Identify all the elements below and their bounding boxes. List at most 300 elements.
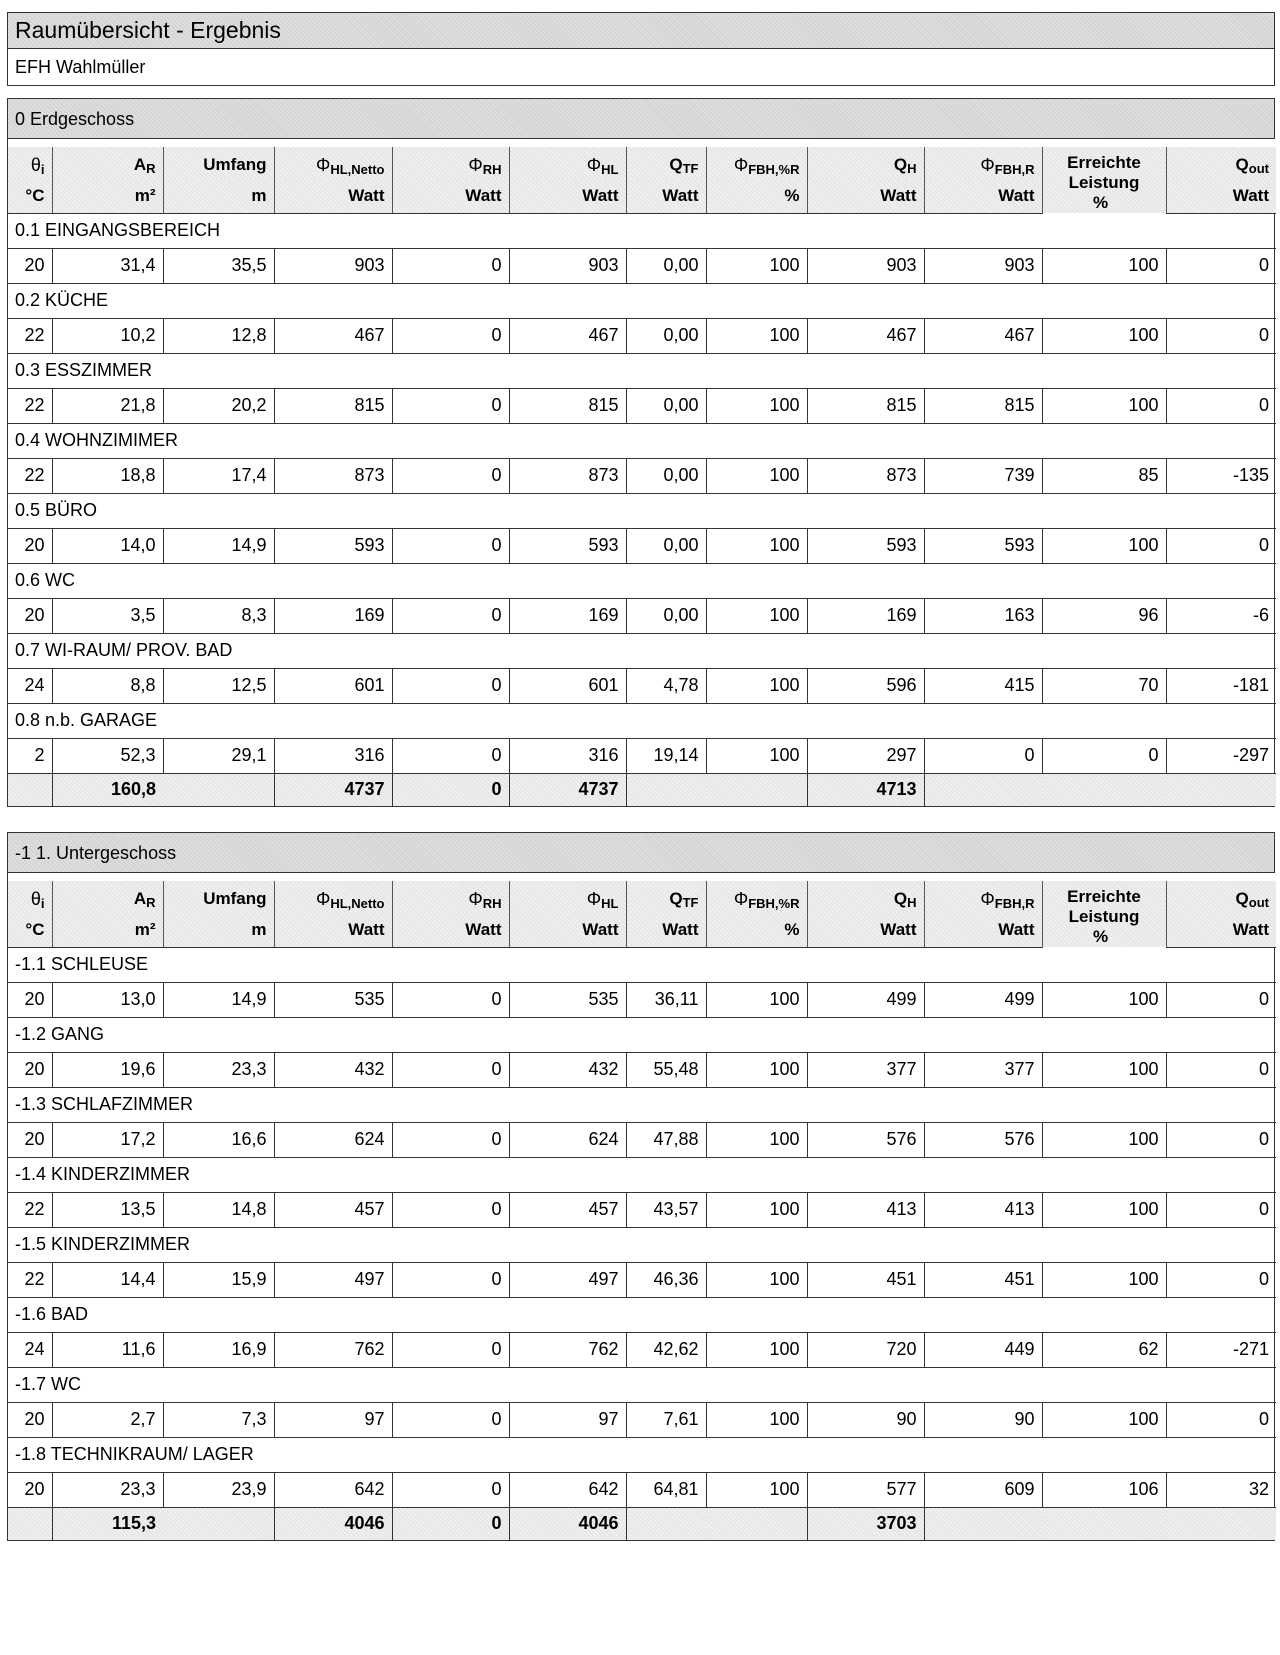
col-header-subscript: i — [40, 896, 45, 911]
cell-pfbh_r: 163 — [924, 598, 1042, 633]
cell-pfbh_r: 0 — [924, 738, 1042, 773]
cell-erreicht: 100 — [1042, 1402, 1166, 1437]
col-header-subscript: HL — [601, 896, 619, 911]
col-header-label: Erreichte Leistung — [1067, 887, 1141, 926]
col-header-theta — [8, 877, 52, 912]
col-header-pfbh_r — [924, 877, 1042, 912]
cell-prh: 0 — [392, 598, 509, 633]
room-name: 0.1 EINGANGSBEREICH — [8, 213, 1276, 248]
cell-erreicht: 100 — [1042, 1192, 1166, 1227]
cell-qh: 297 — [807, 738, 924, 773]
room-name-row — [8, 493, 1276, 528]
cell-pfbh_pct: 100 — [706, 598, 807, 633]
col-header-symbol: Φ — [586, 155, 602, 175]
col-unit-prh: Watt — [392, 178, 509, 213]
cell-phl: 815 — [509, 388, 626, 423]
room-name: -1.6 BAD — [8, 1297, 1276, 1332]
cell-phl_netto: 642 — [274, 1472, 392, 1507]
col-header-symbol: Q — [669, 155, 683, 174]
cell-pfbh_r: 499 — [924, 982, 1042, 1017]
cell-umfang: 16,6 — [163, 1122, 274, 1157]
total-pfbh_pct — [706, 1507, 807, 1540]
col-header-symbol: Φ — [733, 155, 749, 175]
cell-erreicht: 100 — [1042, 1122, 1166, 1157]
cell-phl_netto: 457 — [274, 1192, 392, 1227]
report-header — [7, 12, 1275, 86]
cell-qh: 499 — [807, 982, 924, 1017]
cell-ar: 17,2 — [52, 1122, 163, 1157]
col-header-symbol: Φ — [980, 155, 995, 175]
cell-phl_netto: 169 — [274, 598, 392, 633]
total-ar: 115,3 — [52, 1507, 163, 1540]
cell-theta: 2 — [8, 738, 52, 773]
cell-ar: 13,5 — [52, 1192, 163, 1227]
col-header-symbol: Φ — [468, 155, 483, 175]
total-prh: 0 — [392, 1507, 509, 1540]
cell-qh: 169 — [807, 598, 924, 633]
cell-qh: 377 — [807, 1052, 924, 1087]
col-unit-prh: Watt — [392, 912, 509, 947]
room-name-row — [8, 1367, 1276, 1402]
report-title: Raumübersicht - Ergebnis — [8, 13, 1274, 49]
cell-qout: -271 — [1166, 1332, 1276, 1367]
floors-container — [7, 98, 1280, 1541]
cell-qh: 576 — [807, 1122, 924, 1157]
cell-ar: 23,3 — [52, 1472, 163, 1507]
col-unit-qh: Watt — [807, 912, 924, 947]
room-table — [8, 139, 1276, 806]
table-row — [8, 598, 1276, 633]
cell-ar: 10,2 — [52, 318, 163, 353]
col-header-symbol: Umfang — [203, 155, 267, 174]
col-header-ar — [52, 143, 163, 178]
col-header-subscript: HL,Netto — [330, 162, 385, 177]
cell-ar: 52,3 — [52, 738, 163, 773]
cell-umfang: 15,9 — [163, 1262, 274, 1297]
room-name-row — [8, 213, 1276, 248]
floor-section — [7, 832, 1275, 1541]
col-header-erreicht — [1042, 143, 1166, 213]
room-name-row — [8, 283, 1276, 318]
col-unit-ar: m² — [52, 912, 163, 947]
cell-qtf: 42,62 — [626, 1332, 706, 1367]
cell-ar: 2,7 — [52, 1402, 163, 1437]
col-unit-umfang: m — [163, 178, 274, 213]
table-row — [8, 1052, 1276, 1087]
room-name: 0.7 WI-RAUM/ PROV. BAD — [8, 633, 1276, 668]
col-header-symbol: Q — [1235, 889, 1249, 908]
col-header-symbol: Φ — [980, 889, 995, 909]
col-header-symbol: Q — [893, 889, 908, 908]
col-header-ar — [52, 877, 163, 912]
room-name-row — [8, 1227, 1276, 1262]
cell-pfbh_r: 593 — [924, 528, 1042, 563]
cell-qh: 873 — [807, 458, 924, 493]
total-ar: 160,8 — [52, 773, 163, 806]
cell-qout: 0 — [1166, 528, 1276, 563]
cell-umfang: 12,5 — [163, 668, 274, 703]
col-header-symbol: Umfang — [203, 889, 267, 908]
cell-umfang: 29,1 — [163, 738, 274, 773]
cell-theta: 20 — [8, 1402, 52, 1437]
col-header-subscript: RH — [482, 162, 502, 177]
cell-prh: 0 — [392, 1402, 509, 1437]
cell-theta: 20 — [8, 1122, 52, 1157]
col-header-pfbh_r — [924, 143, 1042, 178]
col-header-symbol: Q — [1235, 155, 1249, 174]
cell-qh: 413 — [807, 1192, 924, 1227]
cell-phl: 316 — [509, 738, 626, 773]
cell-umfang: 17,4 — [163, 458, 274, 493]
table-row — [8, 738, 1276, 773]
cell-phl_netto: 497 — [274, 1262, 392, 1297]
total-theta — [8, 773, 52, 806]
cell-pfbh_pct: 100 — [706, 1332, 807, 1367]
col-header-subscript: out — [1248, 895, 1269, 910]
col-header-phl — [509, 143, 626, 178]
col-unit-pfbh_r: Watt — [924, 912, 1042, 947]
total-pfbh_r — [924, 1507, 1042, 1540]
col-header-umfang — [163, 143, 274, 178]
cell-pfbh_pct: 100 — [706, 1122, 807, 1157]
total-qtf — [626, 773, 706, 806]
col-unit-qh: Watt — [807, 178, 924, 213]
room-name: -1.4 KINDERZIMMER — [8, 1157, 1276, 1192]
cell-pfbh_pct: 100 — [706, 458, 807, 493]
cell-ar: 21,8 — [52, 388, 163, 423]
table-row — [8, 1262, 1276, 1297]
cell-umfang: 7,3 — [163, 1402, 274, 1437]
col-header-qout — [1166, 877, 1276, 912]
cell-theta: 20 — [8, 1052, 52, 1087]
col-unit-phl: Watt — [509, 912, 626, 947]
col-header-symbol: Φ — [733, 889, 749, 909]
cell-erreicht: 0 — [1042, 738, 1166, 773]
cell-phl: 624 — [509, 1122, 626, 1157]
cell-ar: 14,4 — [52, 1262, 163, 1297]
cell-prh: 0 — [392, 388, 509, 423]
cell-pfbh_pct: 100 — [706, 1402, 807, 1437]
totals-row — [8, 773, 1276, 806]
col-header-symbol: A — [133, 889, 147, 908]
cell-phl: 601 — [509, 668, 626, 703]
cell-umfang: 14,9 — [163, 982, 274, 1017]
cell-theta: 22 — [8, 318, 52, 353]
table-row — [8, 318, 1276, 353]
floor-title: -1 1. Untergeschoss — [8, 833, 1274, 873]
cell-ar: 31,4 — [52, 248, 163, 283]
cell-pfbh_r: 377 — [924, 1052, 1042, 1087]
cell-qh: 451 — [807, 1262, 924, 1297]
cell-pfbh_r: 609 — [924, 1472, 1042, 1507]
room-table — [8, 873, 1276, 1540]
cell-qtf: 0,00 — [626, 458, 706, 493]
cell-qout: 0 — [1166, 388, 1276, 423]
room-name-row — [8, 1017, 1276, 1052]
cell-phl_netto: 432 — [274, 1052, 392, 1087]
cell-qh: 467 — [807, 318, 924, 353]
room-name: -1.3 SCHLAFZIMMER — [8, 1087, 1276, 1122]
col-header-subscript: FBH,R — [994, 896, 1035, 911]
cell-phl_netto: 316 — [274, 738, 392, 773]
room-name: 0.5 BÜRO — [8, 493, 1276, 528]
cell-ar: 14,0 — [52, 528, 163, 563]
cell-pfbh_pct: 100 — [706, 1052, 807, 1087]
col-header-symbol: A — [133, 155, 147, 174]
room-name: -1.1 SCHLEUSE — [8, 947, 1276, 982]
cell-ar: 11,6 — [52, 1332, 163, 1367]
total-erreicht — [1042, 773, 1166, 806]
cell-prh: 0 — [392, 1052, 509, 1087]
cell-ar: 8,8 — [52, 668, 163, 703]
col-header-phl_netto — [274, 877, 392, 912]
cell-pfbh_pct: 100 — [706, 248, 807, 283]
total-phl: 4737 — [509, 773, 626, 806]
cell-umfang: 16,9 — [163, 1332, 274, 1367]
cell-qout: 0 — [1166, 248, 1276, 283]
col-unit-pfbh_pct: % — [706, 178, 807, 213]
col-header-umfang — [163, 877, 274, 912]
cell-phl: 873 — [509, 458, 626, 493]
cell-pfbh_pct: 100 — [706, 1472, 807, 1507]
cell-qtf: 4,78 — [626, 668, 706, 703]
col-header-subscript: FBH,R — [994, 162, 1035, 177]
cell-phl: 535 — [509, 982, 626, 1017]
col-header-subscript: out — [1248, 161, 1269, 176]
cell-phl: 903 — [509, 248, 626, 283]
table-row — [8, 458, 1276, 493]
cell-phl: 467 — [509, 318, 626, 353]
total-erreicht — [1042, 1507, 1166, 1540]
cell-qout: -297 — [1166, 738, 1276, 773]
col-unit-theta: °C — [8, 178, 52, 213]
total-qh: 4713 — [807, 773, 924, 806]
cell-prh: 0 — [392, 1122, 509, 1157]
cell-phl_netto: 815 — [274, 388, 392, 423]
cell-erreicht: 100 — [1042, 528, 1166, 563]
cell-qout: -6 — [1166, 598, 1276, 633]
col-header-subscript: TF — [682, 895, 699, 910]
col-header-subscript: TF — [682, 161, 699, 176]
cell-pfbh_r: 815 — [924, 388, 1042, 423]
total-phl_netto: 4046 — [274, 1507, 392, 1540]
room-name-row — [8, 353, 1276, 388]
col-unit-qout: Watt — [1166, 912, 1276, 947]
room-name: 0.6 WC — [8, 563, 1276, 598]
cell-phl: 169 — [509, 598, 626, 633]
cell-qh: 596 — [807, 668, 924, 703]
cell-pfbh_r: 467 — [924, 318, 1042, 353]
room-name: 0.2 KÜCHE — [8, 283, 1276, 318]
room-name-row — [8, 703, 1276, 738]
cell-phl_netto: 873 — [274, 458, 392, 493]
room-name: 0.4 WOHNZIMIMER — [8, 423, 1276, 458]
cell-ar: 13,0 — [52, 982, 163, 1017]
cell-qout: 0 — [1166, 318, 1276, 353]
cell-prh: 0 — [392, 458, 509, 493]
cell-prh: 0 — [392, 528, 509, 563]
cell-erreicht: 100 — [1042, 982, 1166, 1017]
cell-theta: 22 — [8, 1262, 52, 1297]
col-header-unit: % — [1092, 193, 1109, 212]
cell-qtf: 0,00 — [626, 528, 706, 563]
cell-umfang: 14,8 — [163, 1192, 274, 1227]
cell-pfbh_r: 739 — [924, 458, 1042, 493]
cell-pfbh_r: 451 — [924, 1262, 1042, 1297]
table-row — [8, 528, 1276, 563]
cell-theta: 20 — [8, 248, 52, 283]
col-header-subscript: RH — [482, 896, 502, 911]
col-header-symbol: Φ — [586, 889, 602, 909]
col-header-symbol: Φ — [315, 889, 331, 909]
table-row — [8, 982, 1276, 1017]
col-header-phl — [509, 877, 626, 912]
col-header-symbol: Q — [669, 889, 683, 908]
table-row — [8, 388, 1276, 423]
col-header-symbol: θ — [30, 155, 41, 175]
cell-pfbh_r: 903 — [924, 248, 1042, 283]
room-name-row — [8, 1297, 1276, 1332]
col-header-subscript: FBH,%R — [748, 162, 800, 177]
cell-qtf: 43,57 — [626, 1192, 706, 1227]
col-header-pfbh_pct — [706, 877, 807, 912]
table-row — [8, 1192, 1276, 1227]
col-header-symbol: θ — [30, 889, 41, 909]
col-header-symbol: Φ — [468, 889, 483, 909]
cell-qtf: 19,14 — [626, 738, 706, 773]
cell-pfbh_pct: 100 — [706, 982, 807, 1017]
cell-phl_netto: 535 — [274, 982, 392, 1017]
cell-qout: 0 — [1166, 982, 1276, 1017]
cell-theta: 20 — [8, 598, 52, 633]
cell-qout: -181 — [1166, 668, 1276, 703]
col-header-theta — [8, 143, 52, 178]
cell-qtf: 0,00 — [626, 598, 706, 633]
cell-erreicht: 100 — [1042, 1052, 1166, 1087]
cell-umfang: 8,3 — [163, 598, 274, 633]
col-header-subscript: R — [146, 895, 156, 910]
col-unit-qtf: Watt — [626, 178, 706, 213]
cell-theta: 24 — [8, 668, 52, 703]
cell-phl: 457 — [509, 1192, 626, 1227]
project-name: EFH Wahlmüller — [8, 49, 1274, 85]
cell-prh: 0 — [392, 248, 509, 283]
cell-prh: 0 — [392, 1262, 509, 1297]
cell-qtf: 0,00 — [626, 248, 706, 283]
room-name-row — [8, 1087, 1276, 1122]
room-name-row — [8, 947, 1276, 982]
cell-erreicht: 85 — [1042, 458, 1166, 493]
total-qout — [1166, 1507, 1276, 1540]
cell-theta: 22 — [8, 1192, 52, 1227]
col-unit-pfbh_r: Watt — [924, 178, 1042, 213]
cell-qout: 32 — [1166, 1472, 1276, 1507]
room-name: -1.7 WC — [8, 1367, 1276, 1402]
total-qh: 3703 — [807, 1507, 924, 1540]
col-header-qout — [1166, 143, 1276, 178]
cell-pfbh_pct: 100 — [706, 1192, 807, 1227]
cell-qtf: 46,36 — [626, 1262, 706, 1297]
cell-qtf: 47,88 — [626, 1122, 706, 1157]
cell-prh: 0 — [392, 1332, 509, 1367]
cell-pfbh_pct: 100 — [706, 668, 807, 703]
totals-row — [8, 1507, 1276, 1540]
cell-pfbh_pct: 100 — [706, 318, 807, 353]
cell-umfang: 35,5 — [163, 248, 274, 283]
cell-theta: 20 — [8, 1472, 52, 1507]
cell-pfbh_r: 576 — [924, 1122, 1042, 1157]
table-row — [8, 1472, 1276, 1507]
col-unit-theta: °C — [8, 912, 52, 947]
cell-erreicht: 100 — [1042, 248, 1166, 283]
cell-qh: 577 — [807, 1472, 924, 1507]
cell-qout: 0 — [1166, 1122, 1276, 1157]
room-name: -1.5 KINDERZIMMER — [8, 1227, 1276, 1262]
cell-qtf: 36,11 — [626, 982, 706, 1017]
cell-erreicht: 100 — [1042, 388, 1166, 423]
cell-prh: 0 — [392, 1192, 509, 1227]
cell-erreicht: 70 — [1042, 668, 1166, 703]
cell-umfang: 23,9 — [163, 1472, 274, 1507]
cell-phl_netto: 624 — [274, 1122, 392, 1157]
total-umfang — [163, 1507, 274, 1540]
total-phl_netto: 4737 — [274, 773, 392, 806]
cell-qout: 0 — [1166, 1402, 1276, 1437]
col-header-qtf — [626, 143, 706, 178]
cell-phl_netto: 762 — [274, 1332, 392, 1367]
cell-pfbh_pct: 100 — [706, 1262, 807, 1297]
col-header-subscript: FBH,%R — [748, 896, 800, 911]
room-name-row — [8, 1157, 1276, 1192]
total-pfbh_pct — [706, 773, 807, 806]
floor-section — [7, 98, 1275, 807]
col-unit-pfbh_pct: % — [706, 912, 807, 947]
total-phl: 4046 — [509, 1507, 626, 1540]
room-name: 0.3 ESSZIMMER — [8, 353, 1276, 388]
total-qtf — [626, 1507, 706, 1540]
table-row — [8, 1332, 1276, 1367]
cell-qout: 0 — [1166, 1262, 1276, 1297]
table-row — [8, 1122, 1276, 1157]
col-unit-qtf: Watt — [626, 912, 706, 947]
cell-umfang: 12,8 — [163, 318, 274, 353]
table-row — [8, 1402, 1276, 1437]
total-umfang — [163, 773, 274, 806]
col-header-subscript: H — [907, 161, 917, 176]
cell-phl: 497 — [509, 1262, 626, 1297]
total-theta — [8, 1507, 52, 1540]
table-row — [8, 668, 1276, 703]
cell-qtf: 0,00 — [626, 318, 706, 353]
cell-qout: -135 — [1166, 458, 1276, 493]
cell-phl_netto: 903 — [274, 248, 392, 283]
col-header-subscript: R — [146, 161, 156, 176]
cell-theta: 22 — [8, 388, 52, 423]
col-unit-phl: Watt — [509, 178, 626, 213]
cell-erreicht: 106 — [1042, 1472, 1166, 1507]
col-unit-phl_netto: Watt — [274, 178, 392, 213]
cell-erreicht: 96 — [1042, 598, 1166, 633]
col-header-qtf — [626, 877, 706, 912]
cell-prh: 0 — [392, 668, 509, 703]
cell-phl_netto: 601 — [274, 668, 392, 703]
cell-qh: 815 — [807, 388, 924, 423]
col-header-unit: % — [1092, 927, 1109, 946]
col-header-subscript: HL — [601, 162, 619, 177]
cell-qtf: 0,00 — [626, 388, 706, 423]
floor-title: 0 Erdgeschoss — [8, 99, 1274, 139]
cell-phl: 593 — [509, 528, 626, 563]
